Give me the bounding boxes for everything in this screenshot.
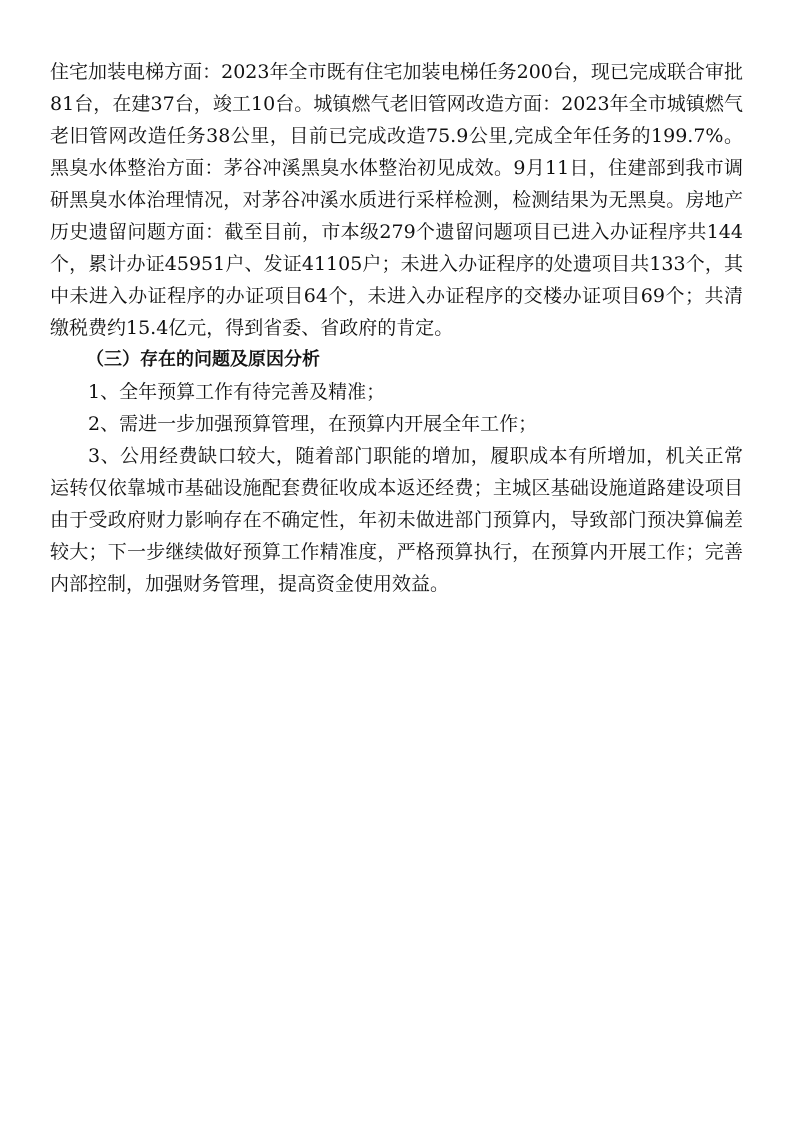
section-heading: （三）存在的问题及原因分析 xyxy=(86,349,320,370)
list-item-2: 2、需进一步加强预算管理，在预算内开展全年工作； xyxy=(88,413,538,435)
document-body xyxy=(50,56,743,600)
list-item-3: 3、公用经费缺口较大，随着部门职能的增加，履职成本有所增加，机关正常运转仅依靠城市基础设施配套费征收成本返还经费；主城区基础设施道路建设项目由于受政府财力影响存在不确定性，年初未做进部门预算内，导致部门预决算偏差较大；下一步继续做好预算工作精准度，严格预算执行，在预算内开展工作；完善内部控制，加强财务管理，提高资金使用效益。 xyxy=(50,445,743,595)
paragraph-continued: 住宅加装电梯方面：2023年全市既有住宅加装电梯任务200台，现已完成联合审批81台，在建37台，竣工10台。城镇燃气老旧管网改造方面：2023年全市城镇燃气老旧管网改造任务38公里，目前已完成改造75.9公里,完成全年任务的199.7%。黑臭水体整治方面：茅谷冲溪黑臭水体整治初见成效。9月11日，住建部到我市调研黑臭水体治理情况，对茅谷冲溪水质进行采样检测，检测结果为无黑臭。房地产历史遗留问题方面：截至目前，市本级279个遗留问题项目已进入办证程序共144个，累计办证45951户、发证41105户；未进入办证程序的处遗项目共133个，其中未进入办证程序的办证项目64个，未进入办证程序的交楼办证项目69个；共清缴税费约15.4亿元，得到省委、省政府的肯定。 xyxy=(50,61,743,339)
list-item-1: 1、全年预算工作有待完善及精准； xyxy=(88,381,386,403)
